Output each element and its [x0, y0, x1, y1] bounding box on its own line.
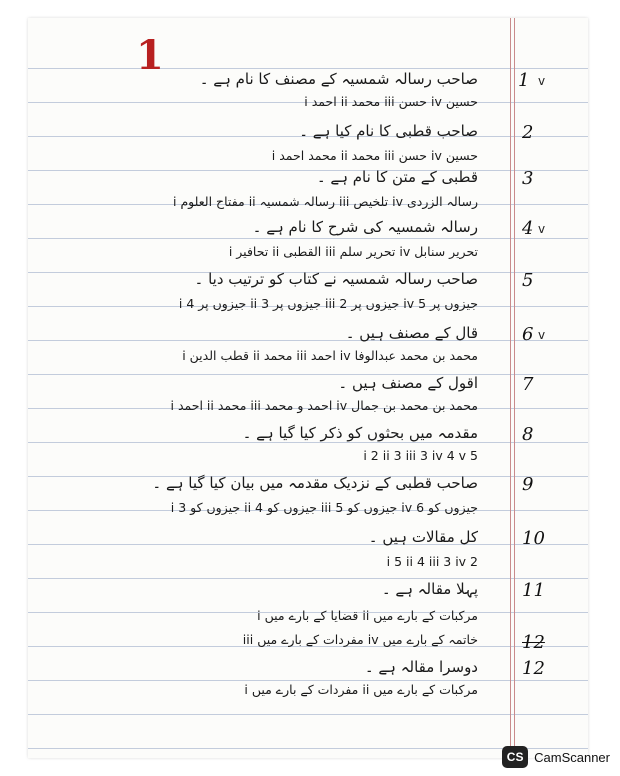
question-options: i محمد احمد ii محمد iii حسن iv حسین	[271, 148, 478, 163]
question-text: دوسرا مقالہ ہے ۔	[364, 658, 478, 676]
ruled-line	[28, 374, 588, 375]
question-number: 12	[522, 632, 545, 653]
question-number: 10	[522, 528, 545, 549]
question-text: مقدمہ میں بحثوں کو ذکر کیا گیا ہے ۔	[242, 424, 478, 442]
question-options: i مفتاح العلوم ii رسالہ شمسیہ iii تلخیص iv رسالہ الزردی	[172, 194, 478, 209]
question-number: 2	[522, 122, 534, 143]
question-number: 3	[522, 168, 534, 189]
question-text: قال کے مصنف ہیں ۔	[345, 324, 478, 342]
question-number: 7	[522, 374, 534, 395]
margin-line	[510, 18, 511, 758]
question-text: اقول کے مصنف ہیں ۔	[338, 374, 478, 392]
question-text: صاحب رسالہ شمسیہ نے کتاب کو ترتیب دیا ۔	[194, 270, 478, 288]
question-number: 11	[522, 580, 545, 601]
ruled-line	[28, 170, 588, 171]
question-number: 1	[518, 70, 530, 91]
question-options: i 2 ii 3 iii 3 iv 4 v 5	[363, 448, 478, 463]
ruled-line	[28, 544, 588, 545]
page-number: 1	[136, 32, 164, 79]
camscanner-logo-icon: CS	[502, 746, 528, 768]
question-options: i قطب الدین ii محمد iii احمد iv محمد بن محمد عبدالوفا	[182, 348, 478, 363]
question-options: i قضایا کے بارے میں ii مرکبات کے بارے میں	[257, 608, 478, 623]
ruled-line	[28, 680, 588, 681]
question-text: رسالہ شمسیہ کی شرح کا نام ہے ۔	[252, 218, 478, 236]
question-text: صاحب قطبی کے نزدیک مقدمہ میں بیان کیا گیا ہے ۔	[152, 474, 478, 492]
ruled-line	[28, 714, 588, 715]
question-options: i 5 ii 4 iii 3 iv 2	[386, 554, 478, 569]
question-options: i 3 جیزوں کو ii 4 جیزوں کو iii 5 جیزوں کو iv 6 جیزوں کو	[170, 500, 478, 515]
check-mark: v	[538, 222, 546, 236]
question-text: صاحب رسالہ شمسیہ کے مصنف کا نام ہے ۔	[199, 70, 478, 88]
ruled-line	[28, 340, 588, 341]
camscanner-label: CamScanner	[534, 749, 610, 765]
notebook-page	[28, 18, 588, 758]
question-number: 6	[522, 324, 534, 345]
question-options: iii مفردات کے بارے میں iv خاتمہ کے بارے میں	[242, 632, 478, 647]
question-number: 8	[522, 424, 534, 445]
check-mark: v	[538, 328, 546, 342]
question-number: 5	[522, 270, 534, 291]
question-text: صاحب قطبی کا نام کیا ہے ۔	[299, 122, 478, 140]
ruled-line	[28, 578, 588, 579]
question-text: کل مقالات ہیں ۔	[368, 528, 478, 546]
question-options: i مفردات کے بارے میں ii مرکبات کے بارے میں	[244, 682, 478, 697]
question-number: 9	[522, 474, 534, 495]
question-number: 4	[522, 218, 534, 239]
question-text: قطبی کے متن کا نام ہے ۔	[316, 168, 478, 186]
question-options: i احمد ii محمد iii احمد و محمد iv محمد بن محمد بن جمال	[170, 398, 478, 413]
question-options: i 4 جیزوں پر ii 3 جیزوں پر iii 2 جیزوں پر iv 5 جیزوں پر	[178, 296, 478, 311]
question-options: i احمد ii محمد iii حسن iv حسین	[304, 94, 478, 109]
check-mark: v	[538, 74, 546, 88]
question-text: پہلا مقالہ ہے ۔	[381, 580, 478, 598]
camscanner-watermark	[502, 746, 610, 768]
question-options: i تحافیر ii القطبی iii تحریر سلم iv تحریر سنابل	[228, 244, 478, 259]
ruled-line	[28, 68, 588, 69]
question-number: 12	[522, 658, 545, 679]
margin-line	[514, 18, 515, 758]
ruled-line	[28, 238, 588, 239]
ruled-line	[28, 442, 588, 443]
